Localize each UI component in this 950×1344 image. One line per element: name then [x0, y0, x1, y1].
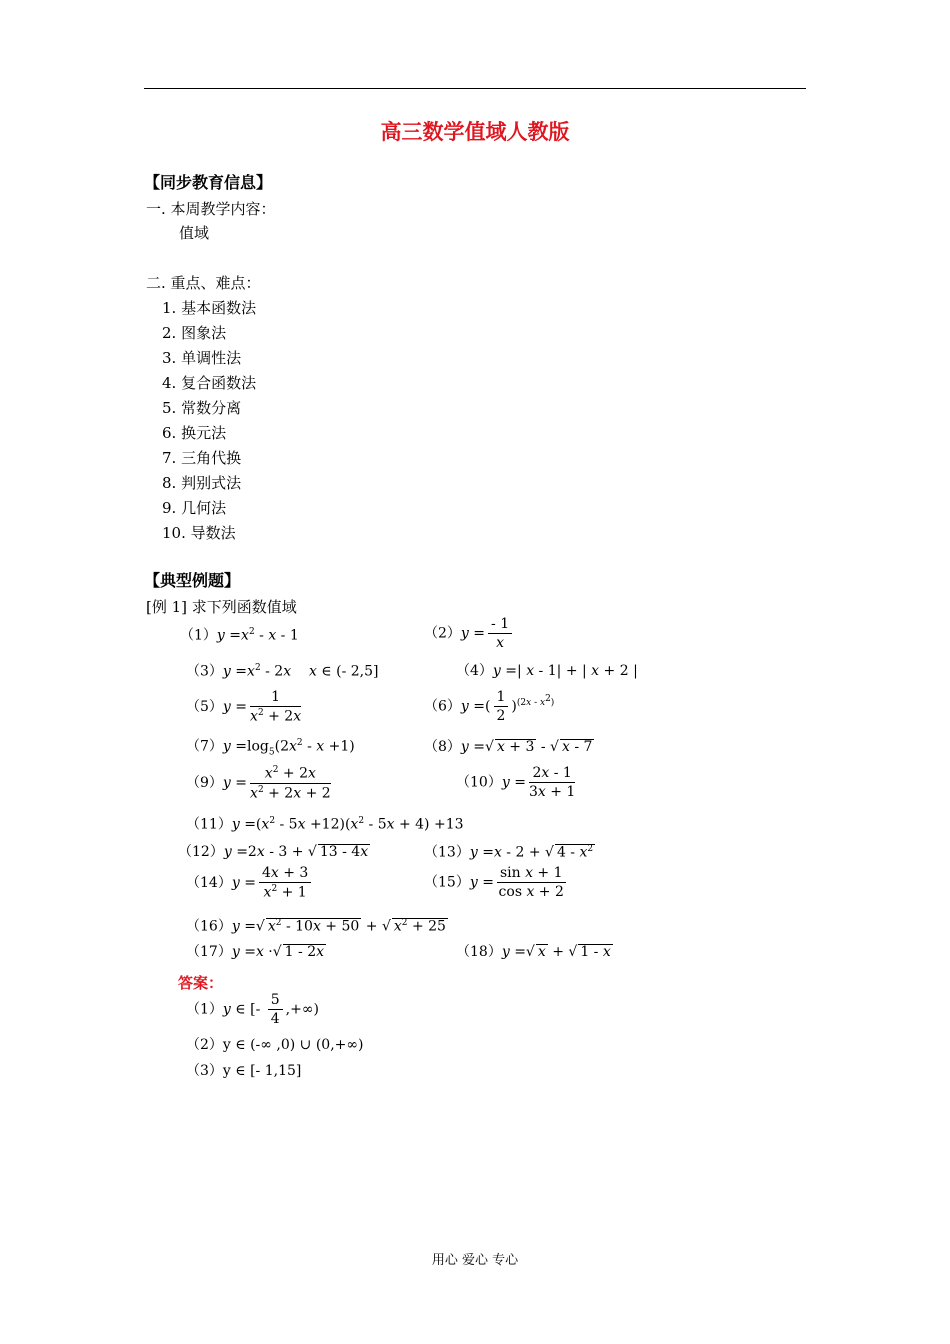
answer-1: （1）y ∈ [- $\frac{5}{4}$ ,+∞)	[186, 992, 319, 1027]
problem-11: $(11)y =(x^2 - 5x +12)(x^2 - 5x + 4) +13$	[186, 816, 464, 833]
section-heading-examples: 【典型例题】	[144, 571, 241, 590]
method-item: 8. 判别式法	[162, 474, 242, 492]
method-item: 9. 几何法	[162, 499, 227, 517]
item2-label: 二. 重点、难点：	[146, 274, 261, 292]
problem-16: （16）y =√ $x^2 - 10x + 50$ + √ $x^2 + 25$	[186, 918, 446, 935]
example-title: [例 1] 求下列函数值域	[146, 598, 297, 616]
section-heading-sync-info: 【同步教育信息】	[144, 173, 273, 192]
page-title: 高三数学值域人教版	[380, 119, 570, 144]
method-item: 6. 换元法	[162, 424, 227, 442]
answer-3: （3）y ∈ [- 1,15]	[186, 1063, 302, 1079]
method-item: 3. 单调性法	[162, 349, 242, 367]
problem-2: （2）y = $\frac{- 1}{x}$	[424, 617, 515, 650]
problem-17: （17）y =x ·√ 1 - 2x	[186, 944, 325, 960]
method-item: 2. 图象法	[162, 324, 227, 342]
problem-6: （6）y =( $\frac{1}{2}$ )$^{(2x - x^2)}$	[424, 689, 555, 724]
problem-12: （12）y =2x - 3 + √ 13 - 4x	[178, 844, 369, 860]
problem-4: （4）y =| x - 1| + | x + 2 |	[456, 663, 638, 679]
header-rule	[144, 88, 806, 89]
method-item: 5. 常数分离	[162, 399, 242, 417]
problem-3: $(3)y =x^2 - 2x$ x ∈ (- 2,5]	[186, 663, 379, 680]
method-item: 10. 导数法	[162, 524, 236, 542]
problem-15: （15）y = $\frac{\text{sin x + 1}}{\text{cos x + 2}}$	[424, 865, 564, 900]
item1-value: 值域	[179, 224, 210, 242]
method-item: 7. 三角代换	[162, 449, 242, 467]
problem-7: $(7)y =\log_5(2x^2 - x +1)$	[186, 738, 355, 758]
problem-9: （9）y = $\frac{x^2 + 2x}{x^2 + 2x + 2}$	[186, 765, 331, 802]
item1-label: 一. 本周教学内容：	[146, 200, 276, 218]
problem-5: （5）y = $\frac{1}{x^2 + 2x}$	[186, 689, 302, 725]
problem-10: （10）y = $\frac{2x - 1}{3x + 1}$	[456, 765, 576, 800]
problem-18: （18）y =√ x + √ 1 - x	[456, 944, 611, 960]
method-item: 4. 复合函数法	[162, 374, 257, 392]
problem-1: $(1)y =x^2 - x - 1$	[180, 627, 299, 644]
problem-13: （13）y =x - 2 + √ $4 - x^2$	[424, 844, 594, 861]
method-item: 1. 基本函数法	[162, 299, 257, 317]
page-footer: 用心 爱心 专心	[431, 1253, 519, 1268]
problem-14: （14）y = $\frac{4x + 3}{x^2 + 1}$	[186, 866, 314, 900]
answer-2: （2）y ∈ (-∞ ,0) ∪ (0,+∞)	[186, 1037, 364, 1053]
answers-heading: 答案：	[178, 974, 224, 992]
problem-8: （8）y =√ x + 3 - √ x - 7	[424, 739, 593, 755]
